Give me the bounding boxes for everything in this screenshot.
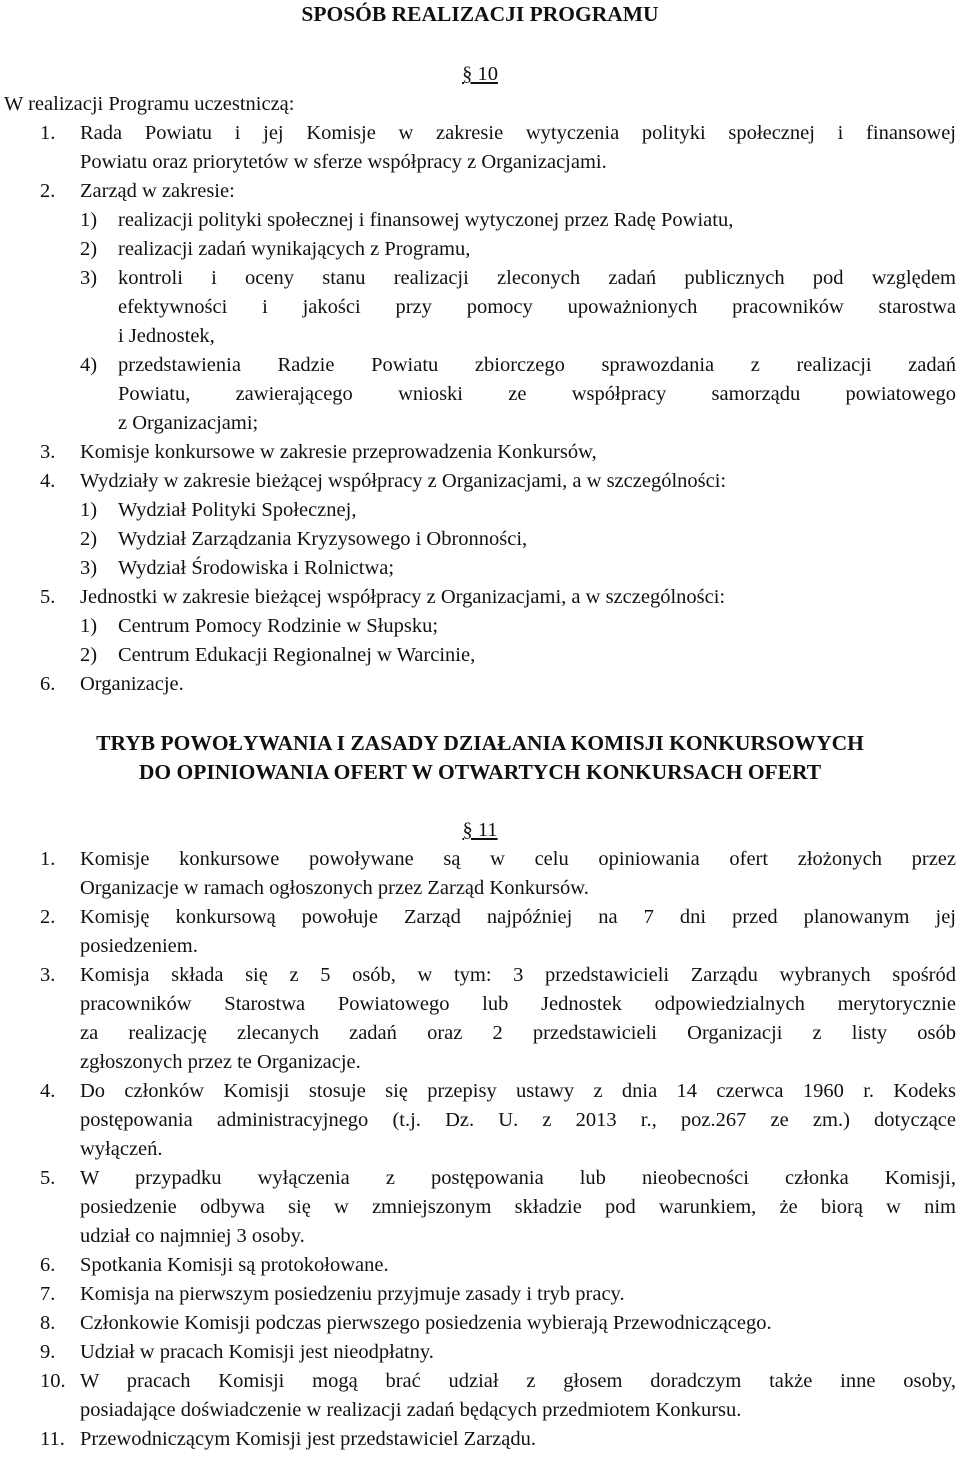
- sublist-item-text: Centrum Pomocy Rodzinie w Słupsku;: [118, 615, 439, 637]
- section-heading-sposob-realizacji: SPOSÓB REALIZACJI PROGRAMU: [301, 2, 659, 26]
- list-number: 10.: [40, 1370, 66, 1392]
- sublist-number: 1): [80, 499, 98, 521]
- list-number: 2.: [40, 180, 56, 202]
- list-item-text: postępowania administracyjnego (t.j. Dz. U. z 2013 r., poz.267 ze zm.) dotyczące: [80, 1109, 956, 1131]
- sublist-item-text: kontroli i oceny stanu realizacji zleconych zadań publicznych pod względem: [118, 267, 956, 289]
- list-item-text: Komisje konkursowe w zakresie przeprowadzenia Konkursów,: [80, 441, 597, 463]
- list-item-text: Powiatu oraz priorytetów w sferze współpracy z Organizacjami.: [80, 151, 607, 173]
- list-number: 1.: [40, 122, 56, 144]
- list-item-text: Do członków Komisji stosuje się przepisy ustawy z dnia 14 czerwca 1960 r. Kodeks: [80, 1080, 956, 1102]
- sublist-item-text: przedstawienia Radzie Powiatu zbiorczego sprawozdania z realizacji zadań: [118, 354, 956, 376]
- sublist-number: 1): [80, 209, 98, 231]
- list-item-text: Spotkania Komisji są protokołowane.: [80, 1254, 389, 1276]
- list-item-text: Komisję konkursową powołuje Zarząd najpóźniej na 7 dni przed planowanym jej: [80, 906, 956, 928]
- list-number: 8.: [40, 1312, 56, 1334]
- paragraph-mark-10: § 10: [462, 63, 498, 85]
- sublist-item-text: z Organizacjami;: [118, 412, 259, 434]
- list-item-text: W pracach Komisji mogą brać udział z głosem doradczym także inne osoby,: [80, 1370, 956, 1392]
- sublist-item-text: Wydział Środowiska i Rolnictwa;: [118, 557, 395, 579]
- list-item-text: Komisja na pierwszym posiedzeniu przyjmuje zasady i tryb pracy.: [80, 1283, 625, 1305]
- list-number: 3.: [40, 964, 56, 986]
- sublist-number: 3): [80, 557, 98, 579]
- list-number: 3.: [40, 441, 56, 463]
- list-item-text: zgłoszonych przez te Organizacje.: [80, 1051, 361, 1073]
- sublist-number: 2): [80, 238, 98, 260]
- list-item-text: Jednostki w zakresie bieżącej współpracy z Organizacjami, a w szczególności:: [80, 586, 726, 608]
- sublist-item-text: Wydział Zarządzania Kryzysowego i Obronności,: [118, 528, 528, 550]
- sublist-item-text: Wydział Polityki Społecznej,: [118, 499, 357, 521]
- list-item-text: W przypadku wyłączenia z postępowania lub nieobecności członka Komisji,: [80, 1167, 956, 1189]
- list-item-text: Organizacje w ramach ogłoszonych przez Zarząd Konkursów.: [80, 877, 589, 899]
- list-item-text: pracowników Starostwa Powiatowego lub Jednostek odpowiedzialnych merytorycznie: [80, 993, 956, 1015]
- section1-intro: W realizacji Programu uczestniczą:: [4, 93, 295, 115]
- list-number: 2.: [40, 906, 56, 928]
- list-item-text: za realizację zlecanych zadań oraz 2 przedstawicieli Organizacji z listy osób: [80, 1022, 956, 1044]
- list-number: 1.: [40, 848, 56, 870]
- list-item-text: posiadające doświadczenie w realizacji zadań będących przedmiotem Konkursu.: [80, 1399, 742, 1421]
- list-number: 5.: [40, 1167, 56, 1189]
- list-item-text: udział co najmniej 3 osoby.: [80, 1225, 305, 1247]
- list-item-text: Członkowie Komisji podczas pierwszego posiedzenia wybierają Przewodniczącego.: [80, 1312, 772, 1334]
- list-number: 4.: [40, 470, 56, 492]
- sublist-item-text: Centrum Edukacji Regionalnej w Warcinie,: [118, 644, 476, 666]
- list-item-text: posiedzeniem.: [80, 935, 198, 957]
- list-item-text: Komisja składa się z 5 osób, w tym: 3 przedstawicieli Zarządu wybranych spośród: [80, 964, 956, 986]
- section-heading-tryb-powolywania: TRYB POWOŁYWANIA I ZASADY DZIAŁANIA KOMISJI KONKURSOWYCH: [96, 731, 864, 755]
- list-item-text: Organizacje.: [80, 673, 184, 695]
- sublist-number: 3): [80, 267, 98, 289]
- sublist-number: 1): [80, 615, 98, 637]
- list-number: 11.: [40, 1428, 65, 1450]
- sublist-item-text: i Jednostek,: [118, 325, 215, 347]
- sublist-number: 2): [80, 644, 98, 666]
- sublist-number: 2): [80, 528, 98, 550]
- list-item-text: wyłączeń.: [80, 1138, 163, 1160]
- list-item-text: Komisje konkursowe powoływane są w celu opiniowania ofert złożonych przez: [80, 848, 956, 870]
- list-number: 4.: [40, 1080, 56, 1102]
- sublist-item-text: efektywności i jakości przy pomocy upoważnionych pracowników starostwa: [118, 296, 956, 318]
- sublist-number: 4): [80, 354, 98, 376]
- list-item-text: Przewodniczącym Komisji jest przedstawiciel Zarządu.: [80, 1428, 536, 1450]
- list-item-text: Zarząd w zakresie:: [80, 180, 235, 202]
- list-number: 6.: [40, 673, 56, 695]
- paragraph-mark-11: § 11: [462, 819, 498, 841]
- sublist-item-text: realizacji polityki społecznej i finansowej wytyczonej przez Radę Powiatu,: [118, 209, 734, 231]
- list-number: 6.: [40, 1254, 56, 1276]
- list-item-text: Udział w pracach Komisji jest nieodpłatny.: [80, 1341, 434, 1363]
- list-item-text: Wydziały w zakresie bieżącej współpracy z Organizacjami, a w szczególności:: [80, 470, 727, 492]
- sublist-item-text: realizacji zadań wynikających z Programu,: [118, 238, 471, 260]
- list-number: 5.: [40, 586, 56, 608]
- list-item-text: posiedzenie odbywa się w zmniejszonym składzie pod warunkiem, że biorą w nim: [80, 1196, 956, 1218]
- list-number: 7.: [40, 1283, 56, 1305]
- list-item-text: Rada Powiatu i jej Komisje w zakresie wytyczenia polityki społecznej i finansowej: [80, 122, 956, 144]
- sublist-item-text: Powiatu, zawierającego wnioski ze współpracy samorządu powiatowego: [118, 383, 956, 405]
- list-number: 9.: [40, 1341, 56, 1363]
- section-heading-tryb-powolywania-line2: DO OPINIOWANIA OFERT W OTWARTYCH KONKURSACH OFERT: [138, 760, 822, 784]
